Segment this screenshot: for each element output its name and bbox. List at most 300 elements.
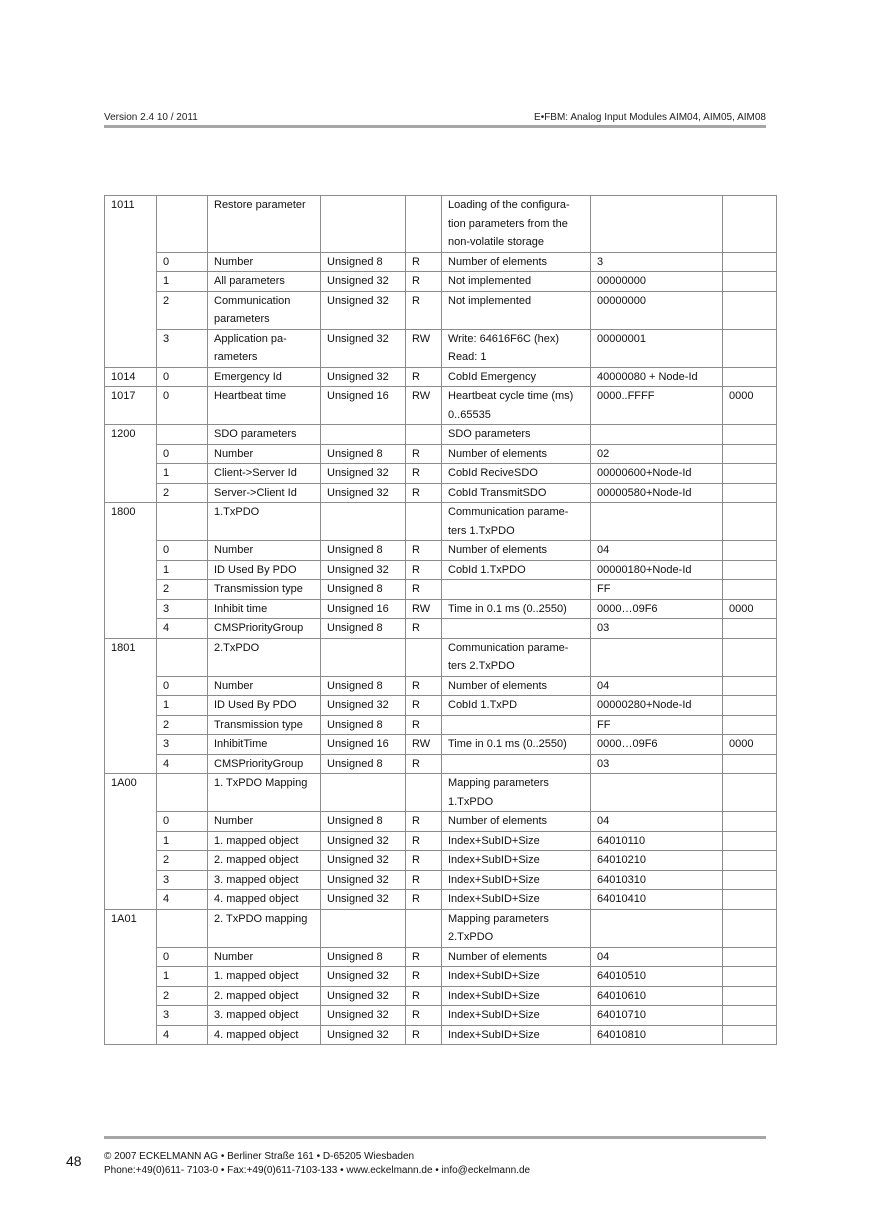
index-cell [105, 252, 157, 272]
index-cell: 1800 [105, 503, 157, 541]
access-cell: R [406, 291, 442, 329]
value-cell: 64010610 [591, 986, 723, 1006]
subindex-cell: 0 [157, 367, 208, 387]
access-cell: R [406, 1025, 442, 1045]
value-cell: 64010110 [591, 831, 723, 851]
index-cell [105, 329, 157, 367]
default-cell [723, 947, 777, 967]
type-cell: Unsigned 16 [321, 387, 406, 425]
default-cell [723, 890, 777, 910]
description-cell [442, 754, 591, 774]
value-cell [591, 425, 723, 445]
value-cell: 00000600+Node-Id [591, 464, 723, 484]
default-cell [723, 754, 777, 774]
table-row [105, 367, 777, 387]
default-cell [723, 986, 777, 1006]
subindex-cell: 0 [157, 541, 208, 561]
type-cell: Unsigned 8 [321, 541, 406, 561]
table-row [105, 831, 777, 851]
type-cell: Unsigned 16 [321, 599, 406, 619]
subindex-cell [157, 196, 208, 253]
value-cell: 40000080 + Node-Id [591, 367, 723, 387]
default-cell [723, 831, 777, 851]
name-cell: CMSPriorityGroup [208, 754, 321, 774]
header-title: E•FBM: Analog Input Modules AIM04, AIM05, AIM08 [534, 112, 766, 123]
type-cell: Unsigned 32 [321, 870, 406, 890]
index-cell: 1014 [105, 367, 157, 387]
table-row [105, 444, 777, 464]
description-cell: Index+SubID+Size [442, 890, 591, 910]
table-row [105, 890, 777, 910]
name-cell: 1. mapped object [208, 967, 321, 987]
default-cell [723, 483, 777, 503]
subindex-cell: 0 [157, 252, 208, 272]
default-cell [723, 870, 777, 890]
name-cell: 1. TxPDO Mapping [208, 774, 321, 812]
table-row [105, 483, 777, 503]
name-cell: 2. TxPDO mapping [208, 909, 321, 947]
table-row [105, 464, 777, 484]
index-cell [105, 1025, 157, 1045]
index-cell: 1A01 [105, 909, 157, 947]
value-cell [591, 503, 723, 541]
access-cell: R [406, 851, 442, 871]
footer-address: © 2007 ECKELMANN AG • Berliner Straße 161 • D-65205 Wiesbaden [104, 1151, 415, 1162]
subindex-cell: 0 [157, 947, 208, 967]
value-cell: 03 [591, 754, 723, 774]
value-cell: 0000…09F6 [591, 599, 723, 619]
value-cell [591, 909, 723, 947]
name-cell: Number [208, 947, 321, 967]
name-cell: 1. mapped object [208, 831, 321, 851]
description-cell: Number of elements [442, 444, 591, 464]
name-cell: Emergency Id [208, 367, 321, 387]
object-dictionary-table [104, 195, 777, 1045]
page-number: 48 [66, 1153, 82, 1169]
access-cell: RW [406, 387, 442, 425]
index-cell [105, 986, 157, 1006]
subindex-cell: 1 [157, 560, 208, 580]
index-cell [105, 890, 157, 910]
subindex-cell: 1 [157, 464, 208, 484]
default-cell [723, 367, 777, 387]
subindex-cell: 2 [157, 291, 208, 329]
default-cell [723, 580, 777, 600]
access-cell: R [406, 483, 442, 503]
index-cell [105, 541, 157, 561]
description-cell: CobId 1.TxPD [442, 696, 591, 716]
subindex-cell: 3 [157, 1006, 208, 1026]
table-row [105, 909, 777, 947]
default-cell [723, 696, 777, 716]
index-cell [105, 599, 157, 619]
index-cell [105, 851, 157, 871]
default-cell: 0000 [723, 735, 777, 755]
access-cell [406, 425, 442, 445]
value-cell: 00000280+Node-Id [591, 696, 723, 716]
default-cell [723, 272, 777, 292]
table-row [105, 619, 777, 639]
index-cell: 1200 [105, 425, 157, 445]
name-cell: ID Used By PDO [208, 696, 321, 716]
name-cell: Number [208, 444, 321, 464]
name-cell: 3. mapped object [208, 1006, 321, 1026]
default-cell [723, 444, 777, 464]
index-cell [105, 272, 157, 292]
default-cell [723, 715, 777, 735]
index-cell [105, 812, 157, 832]
value-cell: 64010710 [591, 1006, 723, 1026]
type-cell: Unsigned 32 [321, 329, 406, 367]
table-row [105, 272, 777, 292]
table-row [105, 329, 777, 367]
value-cell: 00000001 [591, 329, 723, 367]
name-cell: 4. mapped object [208, 1025, 321, 1045]
description-cell: CobId Emergency [442, 367, 591, 387]
subindex-cell: 1 [157, 696, 208, 716]
table-row [105, 580, 777, 600]
type-cell: Unsigned 8 [321, 754, 406, 774]
table-row [105, 425, 777, 445]
value-cell: 3 [591, 252, 723, 272]
default-cell: 0000 [723, 599, 777, 619]
subindex-cell: 3 [157, 735, 208, 755]
name-cell: 2. mapped object [208, 986, 321, 1006]
subindex-cell: 2 [157, 715, 208, 735]
name-cell: 4. mapped object [208, 890, 321, 910]
table-row [105, 560, 777, 580]
description-cell: SDO parameters [442, 425, 591, 445]
table-row [105, 754, 777, 774]
table-row [105, 851, 777, 871]
table-row [105, 1006, 777, 1026]
table-body [105, 196, 777, 1045]
description-cell: Write: 64616F6C (hex) Read: 1 [442, 329, 591, 367]
name-cell: Number [208, 541, 321, 561]
value-cell: 02 [591, 444, 723, 464]
index-cell [105, 464, 157, 484]
default-cell [723, 464, 777, 484]
name-cell: Transmission type [208, 715, 321, 735]
type-cell [321, 909, 406, 947]
description-cell: Communication parame- ters 2.TxPDO [442, 638, 591, 676]
default-cell [723, 541, 777, 561]
type-cell: Unsigned 8 [321, 947, 406, 967]
table-row [105, 1025, 777, 1045]
subindex-cell [157, 638, 208, 676]
type-cell [321, 774, 406, 812]
table-row [105, 599, 777, 619]
access-cell [406, 909, 442, 947]
index-cell [105, 696, 157, 716]
table-row [105, 676, 777, 696]
value-cell: 00000000 [591, 291, 723, 329]
type-cell: Unsigned 32 [321, 967, 406, 987]
table-row [105, 387, 777, 425]
type-cell [321, 503, 406, 541]
access-cell: RW [406, 735, 442, 755]
description-cell: Number of elements [442, 252, 591, 272]
table-row [105, 696, 777, 716]
default-cell [723, 638, 777, 676]
access-cell: R [406, 541, 442, 561]
name-cell: Transmission type [208, 580, 321, 600]
index-cell [105, 754, 157, 774]
type-cell: Unsigned 8 [321, 580, 406, 600]
default-cell: 0000 [723, 387, 777, 425]
name-cell: Number [208, 252, 321, 272]
type-cell: Unsigned 32 [321, 1025, 406, 1045]
access-cell: R [406, 252, 442, 272]
default-cell [723, 196, 777, 253]
default-cell [723, 329, 777, 367]
description-cell: CobId TransmitSDO [442, 483, 591, 503]
name-cell: CMSPriorityGroup [208, 619, 321, 639]
value-cell: 03 [591, 619, 723, 639]
table-row [105, 735, 777, 755]
type-cell: Unsigned 32 [321, 890, 406, 910]
subindex-cell: 0 [157, 676, 208, 696]
access-cell: R [406, 890, 442, 910]
subindex-cell: 4 [157, 619, 208, 639]
name-cell: InhibitTime [208, 735, 321, 755]
description-cell [442, 580, 591, 600]
table-row [105, 196, 777, 253]
name-cell: Server->Client Id [208, 483, 321, 503]
value-cell: 64010310 [591, 870, 723, 890]
name-cell: Restore parameter [208, 196, 321, 253]
description-cell: Index+SubID+Size [442, 1025, 591, 1045]
value-cell [591, 638, 723, 676]
access-cell: R [406, 967, 442, 987]
table-row [105, 638, 777, 676]
description-cell: Number of elements [442, 947, 591, 967]
footer-contact: Phone:+49(0)611- 7103-0 • Fax:+49(0)611-7103-133 • www.eckelmann.de • info@eckelmann.de [104, 1165, 531, 1176]
subindex-cell: 1 [157, 272, 208, 292]
default-cell [723, 812, 777, 832]
value-cell: 64010410 [591, 890, 723, 910]
description-cell: Index+SubID+Size [442, 967, 591, 987]
name-cell: Application pa- rameters [208, 329, 321, 367]
name-cell: 2. mapped object [208, 851, 321, 871]
default-cell [723, 503, 777, 541]
access-cell: R [406, 464, 442, 484]
default-cell [723, 1025, 777, 1045]
subindex-cell: 2 [157, 483, 208, 503]
table-row [105, 986, 777, 1006]
access-cell: R [406, 444, 442, 464]
value-cell: 0000..FFFF [591, 387, 723, 425]
access-cell: R [406, 696, 442, 716]
table-row [105, 812, 777, 832]
description-cell: Number of elements [442, 812, 591, 832]
access-cell [406, 774, 442, 812]
access-cell: RW [406, 599, 442, 619]
name-cell: Number [208, 676, 321, 696]
value-cell: FF [591, 715, 723, 735]
default-cell [723, 1006, 777, 1026]
subindex-cell: 3 [157, 329, 208, 367]
description-cell: Index+SubID+Size [442, 986, 591, 1006]
index-cell [105, 1006, 157, 1026]
description-cell: Time in 0.1 ms (0..2550) [442, 735, 591, 755]
description-cell: Mapping parameters 2.TxPDO [442, 909, 591, 947]
type-cell: Unsigned 8 [321, 812, 406, 832]
type-cell: Unsigned 8 [321, 619, 406, 639]
subindex-cell: 3 [157, 599, 208, 619]
index-cell [105, 291, 157, 329]
access-cell: R [406, 580, 442, 600]
index-cell [105, 676, 157, 696]
default-cell [723, 291, 777, 329]
description-cell: Index+SubID+Size [442, 851, 591, 871]
type-cell: Unsigned 32 [321, 291, 406, 329]
type-cell: Unsigned 32 [321, 367, 406, 387]
description-cell: Communication parame- ters 1.TxPDO [442, 503, 591, 541]
index-cell [105, 444, 157, 464]
index-cell [105, 715, 157, 735]
type-cell: Unsigned 32 [321, 483, 406, 503]
type-cell: Unsigned 32 [321, 831, 406, 851]
subindex-cell: 0 [157, 812, 208, 832]
value-cell: 0000…09F6 [591, 735, 723, 755]
description-cell: Mapping parameters 1.TxPDO [442, 774, 591, 812]
type-cell: Unsigned 32 [321, 464, 406, 484]
description-cell: Loading of the configura- tion parameters from the non-volatile storage [442, 196, 591, 253]
type-cell: Unsigned 32 [321, 696, 406, 716]
subindex-cell: 4 [157, 890, 208, 910]
value-cell [591, 196, 723, 253]
name-cell: Inhibit time [208, 599, 321, 619]
table-row [105, 715, 777, 735]
description-cell: Heartbeat cycle time (ms) 0..65535 [442, 387, 591, 425]
default-cell [723, 676, 777, 696]
name-cell: All parameters [208, 272, 321, 292]
access-cell: RW [406, 329, 442, 367]
table-row [105, 870, 777, 890]
access-cell: R [406, 560, 442, 580]
index-cell: 1017 [105, 387, 157, 425]
type-cell: Unsigned 32 [321, 560, 406, 580]
index-cell [105, 560, 157, 580]
table-row [105, 541, 777, 561]
value-cell: 04 [591, 812, 723, 832]
type-cell: Unsigned 8 [321, 715, 406, 735]
value-cell: 04 [591, 541, 723, 561]
description-cell [442, 619, 591, 639]
default-cell [723, 425, 777, 445]
default-cell [723, 774, 777, 812]
subindex-cell [157, 909, 208, 947]
description-cell: CobId ReciveSDO [442, 464, 591, 484]
value-cell: FF [591, 580, 723, 600]
type-cell: Unsigned 8 [321, 676, 406, 696]
subindex-cell: 1 [157, 967, 208, 987]
name-cell: Number [208, 812, 321, 832]
type-cell: Unsigned 32 [321, 986, 406, 1006]
access-cell [406, 196, 442, 253]
name-cell: Communication parameters [208, 291, 321, 329]
type-cell: Unsigned 32 [321, 272, 406, 292]
type-cell [321, 425, 406, 445]
table-row [105, 947, 777, 967]
index-cell [105, 870, 157, 890]
subindex-cell [157, 425, 208, 445]
value-cell: 00000580+Node-Id [591, 483, 723, 503]
table-row [105, 252, 777, 272]
type-cell: Unsigned 16 [321, 735, 406, 755]
value-cell: 04 [591, 676, 723, 696]
type-cell: Unsigned 8 [321, 252, 406, 272]
access-cell: R [406, 754, 442, 774]
index-cell [105, 483, 157, 503]
value-cell [591, 774, 723, 812]
subindex-cell: 4 [157, 1025, 208, 1045]
subindex-cell [157, 774, 208, 812]
name-cell: SDO parameters [208, 425, 321, 445]
default-cell [723, 252, 777, 272]
subindex-cell: 2 [157, 986, 208, 1006]
index-cell: 1A00 [105, 774, 157, 812]
name-cell: Client->Server Id [208, 464, 321, 484]
subindex-cell: 0 [157, 387, 208, 425]
header-rule [104, 125, 766, 128]
index-cell: 1801 [105, 638, 157, 676]
access-cell: R [406, 812, 442, 832]
access-cell: R [406, 870, 442, 890]
default-cell [723, 560, 777, 580]
access-cell: R [406, 619, 442, 639]
footer-rule [104, 1136, 766, 1139]
description-cell: CobId 1.TxPDO [442, 560, 591, 580]
subindex-cell: 0 [157, 444, 208, 464]
description-cell: Index+SubID+Size [442, 870, 591, 890]
access-cell: R [406, 715, 442, 735]
access-cell: R [406, 1006, 442, 1026]
index-cell: 1011 [105, 196, 157, 253]
description-cell: Time in 0.1 ms (0..2550) [442, 599, 591, 619]
type-cell: Unsigned 8 [321, 444, 406, 464]
access-cell: R [406, 676, 442, 696]
description-cell: Number of elements [442, 541, 591, 561]
index-cell [105, 947, 157, 967]
default-cell [723, 619, 777, 639]
index-cell [105, 619, 157, 639]
value-cell: 00000000 [591, 272, 723, 292]
table-row [105, 503, 777, 541]
subindex-cell: 4 [157, 754, 208, 774]
name-cell: Heartbeat time [208, 387, 321, 425]
access-cell [406, 503, 442, 541]
access-cell: R [406, 367, 442, 387]
header-version: Version 2.4 10 / 2011 [104, 112, 198, 123]
index-cell [105, 735, 157, 755]
type-cell: Unsigned 32 [321, 851, 406, 871]
value-cell: 64010810 [591, 1025, 723, 1045]
name-cell: ID Used By PDO [208, 560, 321, 580]
index-cell [105, 580, 157, 600]
value-cell: 04 [591, 947, 723, 967]
description-cell: Number of elements [442, 676, 591, 696]
subindex-cell: 3 [157, 870, 208, 890]
name-cell: 1.TxPDO [208, 503, 321, 541]
description-cell [442, 715, 591, 735]
table-row [105, 291, 777, 329]
subindex-cell: 1 [157, 831, 208, 851]
subindex-cell [157, 503, 208, 541]
index-cell [105, 831, 157, 851]
value-cell: 64010510 [591, 967, 723, 987]
